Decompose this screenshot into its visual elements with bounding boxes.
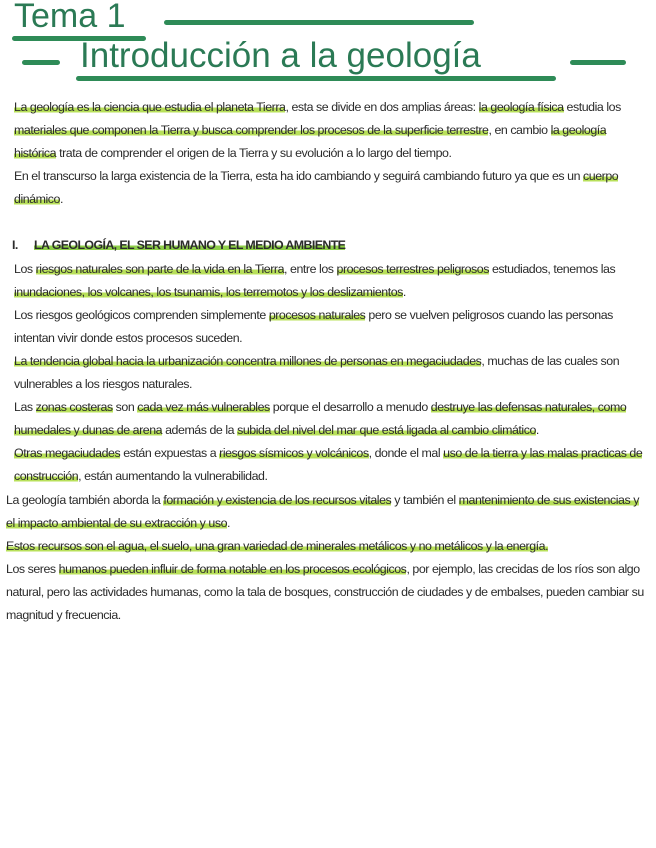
highlight-text: la geología histórica: [14, 123, 607, 161]
section-title: LA GEOLOGÍA, EL SER HUMANO Y EL MEDIO AMBIENTE: [34, 238, 346, 253]
text: estudiados, tenemos las: [488, 261, 616, 276]
highlight-text: Otras megaciudades: [14, 446, 121, 461]
text: En el transcurso la larga existencia de la Tierra, esta ha ido cambiando y seguirá cambiando futuro ya que es un: [14, 169, 584, 184]
text: además de la: [162, 423, 238, 438]
spacer: [0, 211, 648, 234]
highlight-text: riesgos sísmicos y volcánicos: [219, 446, 369, 461]
decor-line-right-2: [570, 60, 626, 65]
section-paragraph-2: [0, 304, 648, 350]
section-paragraph-4: Las zonas costeras son cada vez más vulnerables porque el desarrollo a menudo destruye las defensas naturales, como humedales y dunas de arena además de la subida del nivel del mar que está ligada al cambio climático.: [14, 400, 627, 438]
text: , esta se divide en dos amplias áreas:: [285, 100, 479, 114]
highlight-text: formación y existencia de los recursos vitales: [163, 492, 392, 507]
section-number: I.: [12, 238, 18, 253]
highlight-text: la geología física: [478, 100, 564, 114]
highlight-text: zonas costeras: [35, 400, 113, 415]
section-paragraph-6: La geología también aborda la formación y existencia de los recursos vitales y también el mantenimiento de sus existencias y el impacto ambiental de su extracción y uso.: [6, 492, 639, 530]
highlight-text: destruye las defensas naturales, como humedales y dunas de arena: [14, 400, 627, 438]
decor-line-left-2: [22, 60, 60, 65]
text: , muchas de las cuales son vulnerables a los riesgos naturales.: [14, 353, 620, 392]
highlight-text: La tendencia global hacia la urbanización concentra millones de personas en megaciudades: [14, 353, 482, 368]
highlight-text: cada vez más vulnerables: [137, 400, 270, 415]
section-paragraph-3: [0, 350, 648, 396]
text: Las: [14, 400, 36, 415]
topic-number: Tema 1: [14, 0, 126, 35]
section-paragraph-8: [0, 558, 648, 627]
highlight-text: inundaciones, los volcanes, los tsunamis, los terremotos y los deslizamientos: [14, 284, 403, 299]
highlight-text: mantenimiento de sus existencias y el impacto ambiental de su extracción y uso: [6, 492, 639, 530]
section-paragraph-5: [0, 442, 648, 488]
text: La geología también aborda la: [6, 492, 164, 507]
decor-line-right-1: [164, 20, 474, 25]
highlight-text: Estos recursos son el agua, el suelo, una gran variedad de minerales metálicos y no metálicos y la energía.: [6, 538, 549, 553]
text: Los seres: [6, 561, 59, 576]
text: , donde el mal: [368, 446, 444, 461]
notes-body: [0, 96, 648, 627]
highlight-text: uso de la tierra y las malas practicas de construcción: [14, 446, 643, 484]
text: y también el: [391, 492, 459, 507]
highlight-text: humanos pueden influir de forma notable en los procesos ecológicos: [58, 561, 407, 576]
highlight-text: subida del nivel del mar que está ligada al cambio climático: [237, 423, 536, 438]
text: están expuestas a: [120, 446, 220, 461]
text: estudia los: [563, 100, 621, 114]
highlight-text: procesos naturales: [268, 307, 366, 322]
text: pero se vuelven peligrosos cuando las personas intentan vivir donde estos procesos suceden.: [14, 307, 613, 345]
text: , por ejemplo, las crecidas de los ríos son algo natural, pero las actividades humanas, como la tala de bosques, construcción de ciudades y de embalses, pueden cambiar su magnitud y frecuencia.: [6, 561, 644, 622]
section-paragraph-7: [0, 535, 648, 558]
section-paragraph-1: Los riesgos naturales son parte de la vida en la Tierra, entre los procesos terrestres peligrosos estudiados, tenemos las inundaciones, los volcanes, los tsunamis, los terremotos y los deslizamientos.: [14, 261, 616, 299]
text: trata de comprender el origen de la Tierra y su evolución a lo largo del tiempo.: [56, 146, 452, 161]
text: Los riesgos geológicos comprenden simplemente: [14, 307, 269, 322]
page-title: Introducción a la geología: [80, 36, 481, 75]
section-heading: [0, 234, 648, 257]
intro-paragraph-1: [0, 96, 648, 165]
text: Los: [14, 261, 36, 276]
intro-paragraph-2: En el transcurso la larga existencia de la Tierra, esta ha ido cambiando y seguirá cambiando futuro ya que es un cuerpo dinámico.: [14, 169, 619, 207]
highlight-text: La geología es la ciencia que estudia el planeta Tierra: [14, 100, 286, 114]
highlight-text: cuerpo dinámico: [14, 169, 619, 207]
text: , en cambio: [488, 123, 551, 138]
text: , están aumentando la vulnerabilidad.: [78, 469, 268, 484]
text: porque el desarrollo a menudo: [269, 400, 431, 415]
text: son: [112, 400, 138, 415]
highlight-text: procesos terrestres peligrosos: [336, 261, 489, 276]
text: , entre los: [284, 261, 337, 276]
highlight-text: riesgos naturales son parte de la vida en la Tierra: [35, 261, 285, 276]
highlight-text: materiales que componen la Tierra y busca comprender los procesos de la superficie terrestre: [14, 123, 489, 138]
